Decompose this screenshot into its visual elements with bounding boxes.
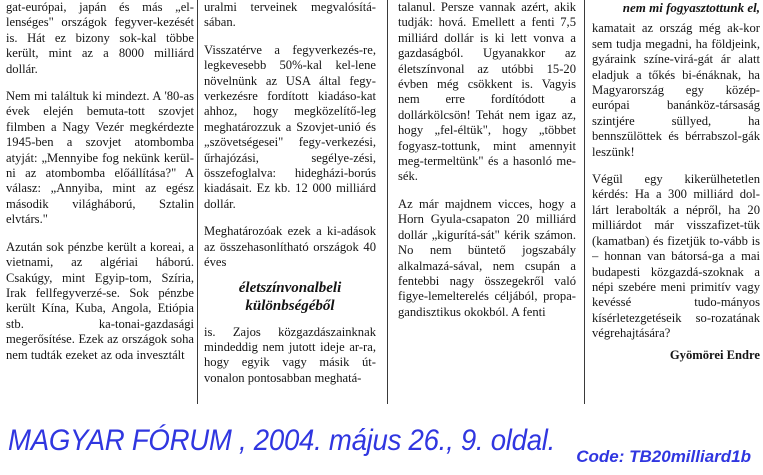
author-signature: Gyömörei Endre (669, 347, 760, 362)
column-divider (197, 0, 198, 404)
column-4 (592, 0, 760, 415)
paragraph: Visszatérve a fegyverkezés-re, legkevesebb 50%-kal kel-lene növelnünk az USA által fegy-verkezésre fordított kiadáso-kat ahhoz, hogy megközelítő-leg meghatározzuk a Szovjet-unió és „szövetségesei" fegy-verkezési, űrhajózási, segélye-zési, összefoglalva: hidegházi-borús kiadásait. Ez kb. 12 000 milliárd dollár. (204, 42, 376, 211)
paragraph: Nem mi találtuk ki mindezt. A '80-as évek elején bemuta-tott szovjet filmben a Nagy Vezér megkérdezte 1945-ben a szovjet atombomba atyját: „Mennyibe fog nekünk kerül-ni az atombomba előállítása?" A válasz: „Annyiba, mint az egész második világháború, Sztalin elvtárs." (6, 89, 194, 227)
paragraph: Azután sok pénzbe került a koreai, a vietnami, az algériai háború. Csakúgy, mint Egyip-tom, Szíria, Irak fellfegyverzé-se. Sok pénzbe került Kína, Kuba, Angola, Etiópia stb. ka-tonai-gazdasági megerősítése. Ezek az országok soha nem tudták ezeket az oda invesztált (6, 239, 194, 362)
paragraph: uralmi terveinek megvalósítá-sában. (204, 0, 376, 30)
paragraph: kamatait az ország még ak-kor sem tudja megadni, ha földjeink, gyáraink színe-virá-gát ár alatt eladjuk a tőkés bi-énáknak, ha Magyarország egy közép-európai banánköz-társaság szintjére süllyed, ha bennszülöttek és bérrabszol-gák leszünk! (592, 21, 760, 159)
source-caption: MAGYAR FÓRUM , 2004. május 26., 9. oldal. (8, 424, 556, 457)
column-2 (204, 0, 376, 392)
column-1 (6, 0, 194, 415)
column-divider (584, 0, 585, 404)
column-divider (387, 0, 388, 404)
paragraph: talanul. Persze vannak azért, akik tudják: hová. Emellett a fenti 7,5 milliárd dollár is ki lett vonva a gazdaságból. Ugyanakkor az életszínvonal az utóbbi 15-20 évben még csökkent is. Vagyis nem erre fordítódott a dollárkölcsön! Tehát nem igaz az, hogy „fel-éltük", hogy „többet fogyasz-tottunk, mint amennyit meg-termeltünk" és a hasonló me-sék. (398, 0, 576, 184)
paragraph: Meghatározóak ezek a ki-adások az összehasonlítható országok 40 éves (204, 224, 376, 270)
document-code: Code: TB20milliard1b (576, 447, 751, 466)
subheading: életszínvonalbeli különbségéből (238, 279, 342, 314)
paragraph: Végül egy kikerülhetetlen kérdés: Ha a 300 milliárd dol-lárt lerabolták a népről, ha 20 milliárdot már visszafizet-tük (kamatban) és fizetjük to-vább is – honnan van bátorsá-ga a mai budapesti közgazdá-szoknak a népi szebére meni primitív vagy kevéssé tudo-mányos kísérletezgetéseik so-rozatának végrehajtására? (592, 172, 760, 341)
column-heading: nem mi fogyasztottunk el, (622, 0, 760, 15)
column-3 (398, 0, 576, 415)
paragraph: is. Zajos közgazdászainknak mindeddig nem jutott ideje ar-ra, hogy egyik vagy másik út-vonalon pontosabban meghatá- (204, 324, 376, 385)
paragraph: Az már majdnem vicces, hogy a Horn Gyula-csapaton 20 milliárd dollár „kigurítá-sát" kérik számon. No nem büntető jogszabály alkalmazá-sával, nem csupán a fentebbi nagy összegekről való figye-lemelterelés céljából, propa-gandisztikus okokból. A fenti (398, 196, 576, 319)
paragraph: gat-európai, japán és más „el-lenséges" országok fegyver-kezését is. Hát ez bizony sok-kal többe került, mint az a 8000 milliárd dollár. (6, 0, 194, 76)
